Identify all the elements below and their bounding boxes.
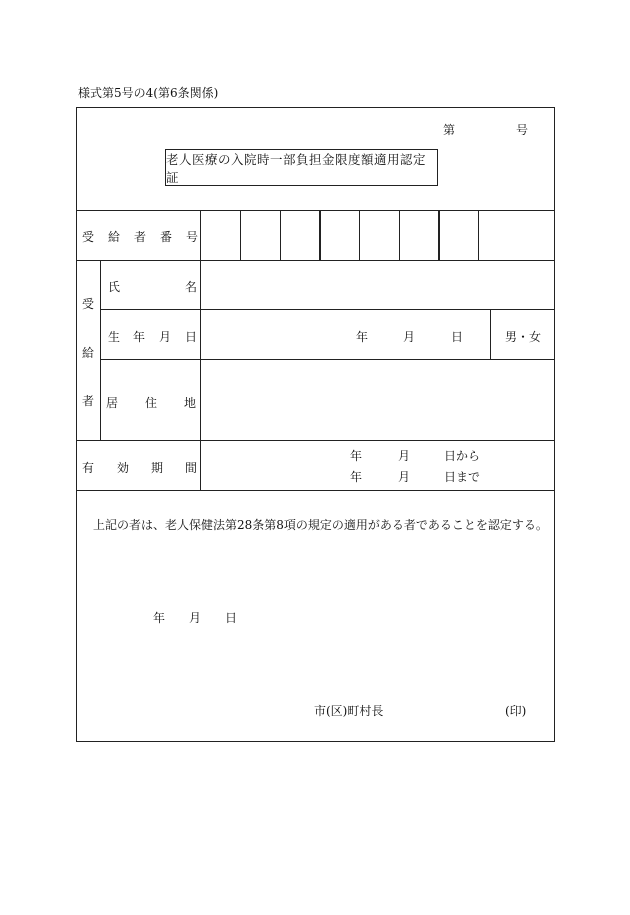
validity-label-b: 効: [117, 461, 130, 475]
rule-after-birth: [100, 359, 555, 360]
issue-day: 日: [225, 611, 238, 625]
certification-text: 上記の者は、老人保健法第28条第8項の規定の適用がある者であることを認定する。: [93, 518, 548, 532]
birth-label-b: 年: [133, 330, 146, 344]
issue-year: 年: [153, 611, 166, 625]
birth-label-c: 月: [159, 330, 172, 344]
rule-recipient-side: [100, 260, 101, 440]
birth-label-d: 日: [185, 330, 198, 344]
number-go: 号: [516, 123, 529, 137]
number-box-divider: [438, 210, 440, 260]
recipient-side-2: 給: [81, 346, 94, 360]
birth-month: 月: [403, 330, 416, 344]
residence-label-b: 住: [145, 396, 158, 410]
birth-day: 日: [451, 330, 464, 344]
recipient-side-1: 受: [81, 297, 94, 311]
seal-mark: (印): [505, 704, 527, 718]
birth-year: 年: [356, 330, 369, 344]
name-field[interactable]: [205, 265, 550, 305]
validity-label-c: 期: [151, 461, 164, 475]
birth-label-a: 生: [108, 330, 121, 344]
number-box-divider: [359, 210, 360, 260]
residence-label-a: 居: [106, 396, 119, 410]
name-label-b: 名: [185, 280, 198, 294]
validity-from-year: 年: [350, 449, 363, 463]
certificate-title: 老人医療の入院時一部負担金限度額適用認定証: [165, 149, 438, 186]
residence-label-c: 地: [184, 396, 197, 410]
recipient-number-label: 受給者番号: [82, 230, 213, 244]
rule-after-validity: [76, 490, 555, 491]
rule-sex-column: [490, 309, 491, 359]
number-box-divider: [280, 210, 281, 260]
rule-after-number: [76, 260, 555, 261]
validity-to-month: 月: [398, 470, 411, 484]
validity-label-a: 有: [82, 461, 95, 475]
form-number: 様式第5号の4(第6条関係): [78, 86, 219, 100]
rule-after-residence: [76, 440, 555, 441]
number-box-divider: [319, 210, 321, 260]
issue-month: 月: [189, 611, 202, 625]
number-box-divider: [478, 210, 479, 260]
number-box-divider: [399, 210, 400, 260]
recipient-side-3: 者: [81, 394, 94, 408]
validity-to-day: 日まで: [444, 470, 481, 484]
name-label-a: 氏: [108, 280, 121, 294]
rule-after-name: [100, 309, 555, 310]
number-box-divider: [240, 210, 241, 260]
rule-top-table: [76, 210, 555, 211]
rule-label-column: [200, 210, 201, 490]
validity-from-month: 月: [398, 449, 411, 463]
residence-field[interactable]: [205, 364, 550, 436]
sex-field: 男・女: [505, 330, 542, 344]
validity-to-year: 年: [350, 470, 363, 484]
number-dai: 第: [443, 123, 456, 137]
validity-label-d: 間: [185, 461, 198, 475]
issuer-title: 市(区)町村長: [314, 704, 384, 718]
validity-from-day: 日から: [444, 449, 481, 463]
